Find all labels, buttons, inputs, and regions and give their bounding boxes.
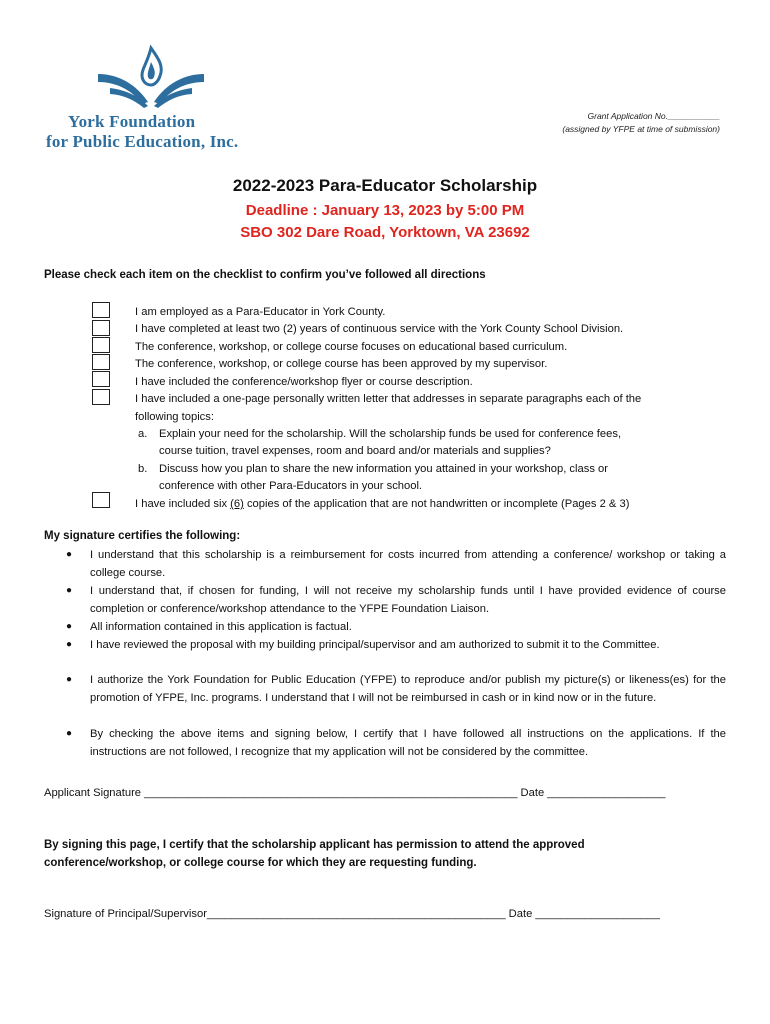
principal-note-line-1: By signing this page, I certify that the scholarship applicant has permission to attend the approved [44, 839, 585, 851]
checkbox-service[interactable] [92, 320, 110, 336]
deadline: Deadline : January 13, 2023 by 5:00 PM [245, 202, 525, 219]
checkbox-employed[interactable] [92, 302, 110, 318]
checklist-item: I have included a one-page personally written letter that addresses in separate paragraphs each of the [135, 393, 642, 405]
bullet-icon: ● [66, 585, 73, 596]
checkbox-curriculum[interactable] [92, 337, 110, 353]
checkbox-copies[interactable] [92, 492, 110, 508]
foundation-logo [44, 44, 274, 154]
copies-count: (6) [230, 498, 244, 510]
certify-item: I understand that, if chosen for funding, I will not receive my scholarship funds until I have provided evidence of course completion or conference/workshop attendance to the YFPE Foundation Liaison. [90, 585, 726, 615]
sub-item-b-continued: conference with other Para-Educators in your school. [159, 480, 423, 492]
sub-item-a-continued: course tuition, travel expenses, room and board and/or materials and supplies? [159, 445, 551, 457]
bullet-icon: ● [66, 639, 73, 650]
checklist-instruction: Please check each item on the checklist to confirm you’ve followed all directions [44, 269, 486, 281]
checkbox-letter[interactable] [92, 389, 110, 405]
checklist-item: The conference, workshop, or college course has been approved by my supervisor. [135, 358, 548, 370]
copies-text-pre: I have included six [135, 498, 231, 510]
certify-item: I understand that this scholarship is a reimbursement for costs incurred from attending a conference/ workshop or taking a college course. [90, 549, 726, 579]
flame-book-icon [96, 44, 206, 110]
certify-item: All information contained in this application is factual. [90, 621, 352, 633]
checklist-item: I am employed as a Para-Educator in York County. [135, 306, 386, 318]
principal-signature-line[interactable]: Signature of Principal/Supervisor________________________________________________ Date ____________________ [44, 908, 660, 920]
page-title: 2022-2023 Para-Educator Scholarship [232, 176, 538, 195]
applicant-signature-line[interactable]: Applicant Signature ____________________________________________________________ Date ___________________ [44, 787, 666, 799]
bullet-icon: ● [66, 621, 73, 632]
bullet-icon: ● [66, 728, 73, 739]
grant-note: (assigned by YFPE at time of submission) [562, 124, 720, 134]
checklist-item: I have included the conference/workshop flyer or course description. [135, 376, 473, 388]
checkbox-approved[interactable] [92, 354, 110, 370]
checklist-item: I have completed at least two (2) years of continuous service with the York County School Division. [135, 323, 624, 335]
certify-item: I authorize the York Foundation for Public Education (YFPE) to reproduce and/or publish my picture(s) or likeness(es) for the promotion of YFPE, Inc. programs. I understand that I will not be reimbursed in cash or in kind now or in the future. [90, 674, 726, 704]
bullet-icon: ● [66, 674, 73, 685]
certify-item: I have reviewed the proposal with my building principal/supervisor and am authorized to submit it to the Committee. [90, 639, 660, 651]
logo-line-2: for Public Education, Inc. [46, 132, 239, 151]
sub-item-marker-b: b. [138, 463, 148, 475]
sub-item-a: Explain your need for the scholarship. Will the scholarship funds be used for conference fees, [159, 428, 622, 440]
grant-application-number [540, 110, 720, 136]
certify-item: By checking the above items and signing below, I certify that I have followed all instructions on the applications. If the instructions are not followed, I recognize that my application will not be considered by the committee. [90, 728, 726, 758]
sub-item-b: Discuss how you plan to share the new information you attained in your workshop, class or [159, 463, 608, 475]
logo-line-1: York Foundation [68, 112, 196, 131]
grant-label: Grant Application No.___________ [587, 111, 720, 121]
copies-text-post: copies of the application that are not handwritten or incomplete (Pages 2 & 3) [243, 498, 630, 510]
principal-note-line-2: conference/workshop, or college course for which they are requesting funding. [44, 857, 477, 869]
sub-item-marker-a: a. [138, 428, 148, 440]
certify-heading: My signature certifies the following: [44, 530, 241, 542]
bullet-icon: ● [66, 549, 73, 560]
checkbox-flyer[interactable] [92, 371, 110, 387]
checklist-item-continued: following topics: [135, 411, 214, 423]
checklist-item: The conference, workshop, or college course focuses on educational based curriculum. [135, 341, 568, 353]
checklist-item-copies [135, 497, 629, 511]
address: SBO 302 Dare Road, Yorktown, VA 23692 [240, 224, 530, 241]
